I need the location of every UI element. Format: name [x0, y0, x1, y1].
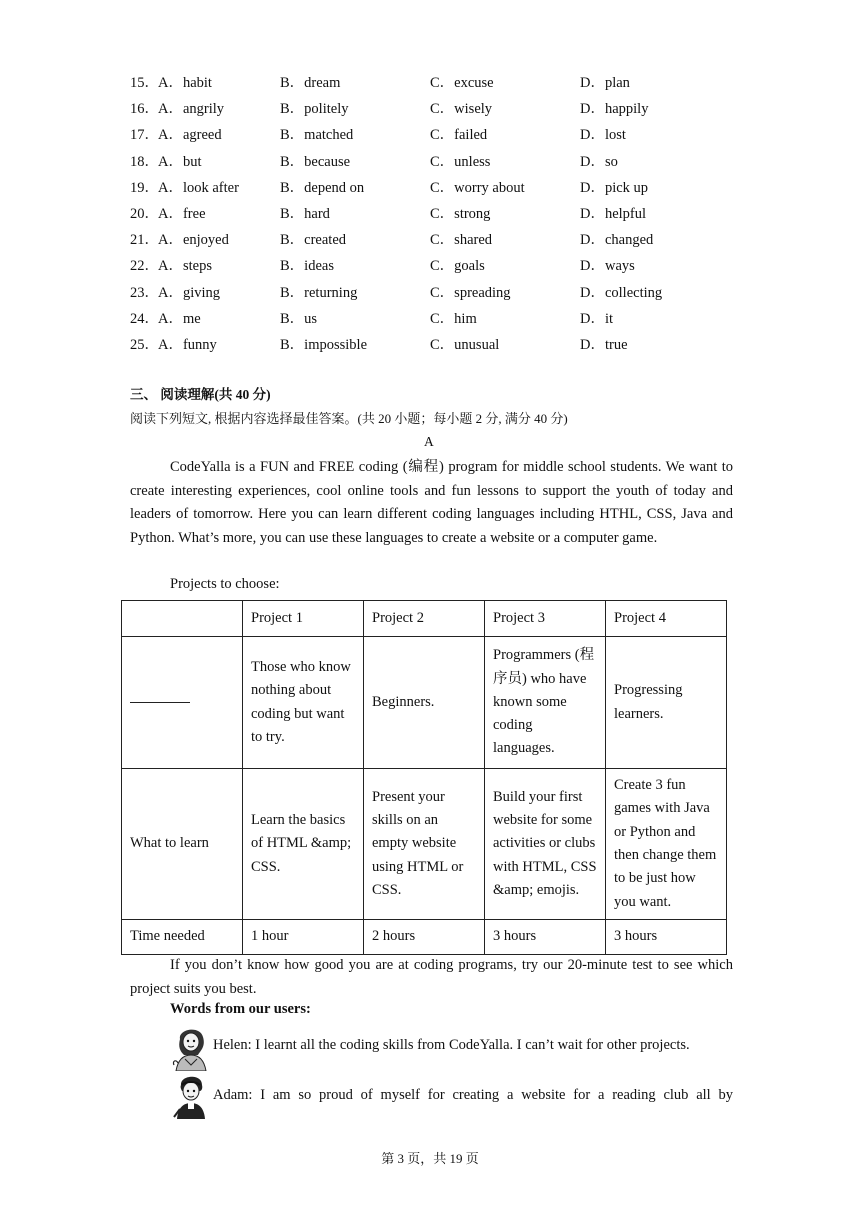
option-c: C．unusual — [430, 336, 500, 353]
option-d: D．plan — [580, 75, 630, 91]
question-options-row — [130, 202, 750, 228]
table-cell: Create 3 fun games with Java or Python and then change them to be just how you want. — [606, 769, 727, 920]
option-c: C．strong — [430, 205, 491, 222]
question-options-row — [130, 281, 750, 307]
question-options-row — [130, 150, 750, 176]
question-number: 16． — [130, 101, 159, 118]
option-a: A．angrily — [158, 101, 225, 118]
boy-avatar-icon — [170, 1073, 212, 1119]
option-a: A．agreed — [158, 127, 222, 144]
option-a: A．enjoyed — [158, 232, 229, 249]
table-row-learn — [122, 769, 727, 920]
question-number: 25． — [130, 336, 159, 353]
option-b: B．because — [280, 153, 351, 170]
section-instruction: 阅读下列短文, 根据内容选择最佳答案。(共 20 小题；每小题 2 分, 满分 40 分) — [130, 411, 568, 426]
table-cell: Programmers (程序员) who have known some coding languages. — [485, 637, 606, 769]
table-cell: 3 hours — [606, 920, 727, 955]
option-d: D．helpful — [580, 205, 647, 222]
option-d: D．changed — [580, 232, 654, 249]
table-cell: Those who know nothing about coding but want to try. — [243, 637, 364, 769]
section-title: 三、 阅读理解(共 40 分) — [130, 387, 271, 402]
question-number: 24． — [130, 310, 159, 327]
option-a: A．but — [158, 153, 202, 170]
table-header-cell: Project 4 — [606, 601, 727, 637]
table-header-row — [122, 601, 727, 637]
option-d: D．collecting — [580, 284, 663, 301]
table-header-cell: Project 2 — [364, 601, 485, 637]
row-label: What to learn — [122, 769, 243, 920]
option-b: B．us — [280, 310, 318, 327]
option-c: C．spreading — [430, 284, 511, 301]
table-cell: 3 hours — [485, 920, 606, 955]
option-c: C．excuse — [430, 75, 494, 91]
blank-cell — [122, 637, 243, 769]
question-number: 18． — [130, 153, 159, 170]
option-d: D．true — [580, 336, 628, 353]
option-c: C．worry about — [430, 179, 525, 196]
option-d: D．so — [580, 153, 618, 170]
option-d: D．lost — [580, 127, 626, 144]
page-footer: 第 3 页，共 19 页 — [381, 1151, 479, 1166]
table-header-cell: Project 3 — [485, 601, 606, 637]
option-b: B．hard — [280, 205, 330, 222]
option-c: C．goals — [430, 258, 485, 275]
user-quote-text: Helen: I learnt all the coding skills from CodeYalla. I can’t wait for other projects. — [213, 1037, 690, 1053]
option-c: C．wisely — [430, 101, 493, 118]
user-quote-text: Adam: I am so proud of myself for creating a website for a reading club all by — [213, 1087, 733, 1103]
option-d: D．happily — [580, 101, 649, 118]
option-c: C．unless — [430, 153, 491, 170]
option-d: D．pick up — [580, 179, 649, 196]
question-options-row — [130, 176, 750, 202]
question-options-row — [130, 333, 750, 359]
table-row-who — [122, 637, 727, 769]
question-options-row — [130, 97, 750, 123]
table-row-time — [122, 920, 727, 955]
option-d: D．it — [580, 310, 614, 327]
option-b: B．returning — [280, 284, 358, 301]
option-c: C．him — [430, 310, 477, 327]
girl-avatar-icon — [170, 1025, 212, 1071]
projects-label: Projects to choose: — [170, 576, 280, 592]
option-c: C．failed — [430, 127, 488, 144]
question-number: 20． — [130, 205, 159, 222]
option-a: A．me — [158, 310, 201, 327]
table-header-cell: Project 1 — [243, 601, 364, 637]
option-b: B．impossible — [280, 336, 368, 353]
option-a: A．free — [158, 205, 206, 222]
question-options-row — [130, 254, 750, 280]
option-a: A．giving — [158, 284, 221, 301]
option-b: B．politely — [280, 101, 349, 118]
option-b: B．ideas — [280, 258, 334, 275]
option-a: A．habit — [158, 75, 212, 91]
question-number: 15． — [130, 75, 159, 91]
option-b: B．matched — [280, 127, 354, 144]
table-cell: Present your skills on an empty website using HTML or CSS. — [364, 769, 485, 920]
table-cell: Learn the basics of HTML &amp; CSS. — [243, 769, 364, 920]
user-quote-helen — [170, 1025, 733, 1071]
question-number: 19． — [130, 179, 159, 196]
answer-blank-line — [130, 702, 190, 703]
option-b: B．created — [280, 232, 347, 249]
table-cell: Progressing learners. — [606, 637, 727, 769]
question-number: 21． — [130, 232, 159, 249]
option-b: B．depend on — [280, 179, 365, 196]
test-note: If you don’t know how good you are at coding programs, try our 20-minute test to see which project suits you best. — [130, 957, 733, 997]
option-b: B．dream — [280, 75, 341, 91]
table-cell: Build your first website for some activities or clubs with HTML, CSS &amp; emojis. — [485, 769, 606, 920]
question-number: 22． — [130, 258, 159, 275]
question-options-row — [130, 228, 750, 254]
question-number: 23． — [130, 284, 159, 301]
question-options-row — [130, 123, 750, 149]
option-a: A．look after — [158, 179, 239, 196]
table-header-cell — [122, 601, 243, 637]
table-cell: Beginners. — [364, 637, 485, 769]
projects-table — [121, 600, 727, 955]
words-heading: Words from our users: — [170, 1001, 311, 1017]
passage-letter: A — [424, 434, 434, 449]
answer-options-list — [130, 71, 750, 359]
option-a: A．funny — [158, 336, 217, 353]
user-quote-adam — [170, 1073, 733, 1119]
question-number: 17． — [130, 127, 159, 144]
question-options-row — [130, 307, 750, 333]
table-cell: 2 hours — [364, 920, 485, 955]
option-d: D．ways — [580, 258, 635, 275]
passage-intro: CodeYalla is a FUN and FREE coding (编程) program for middle school students. We want to create interesting experiences, cool online tools and fun lessons to support the youth of today and leaders of tomorrow. Here you can learn different coding languages including HTHL, CSS, Java and Python. What’s more, you can use these languages to create a website or a computer game. — [130, 459, 733, 546]
option-a: A．steps — [158, 258, 212, 275]
question-options-row — [130, 71, 750, 97]
table-cell: 1 hour — [243, 920, 364, 955]
row-label: Time needed — [122, 920, 243, 955]
option-c: C．shared — [430, 232, 493, 249]
